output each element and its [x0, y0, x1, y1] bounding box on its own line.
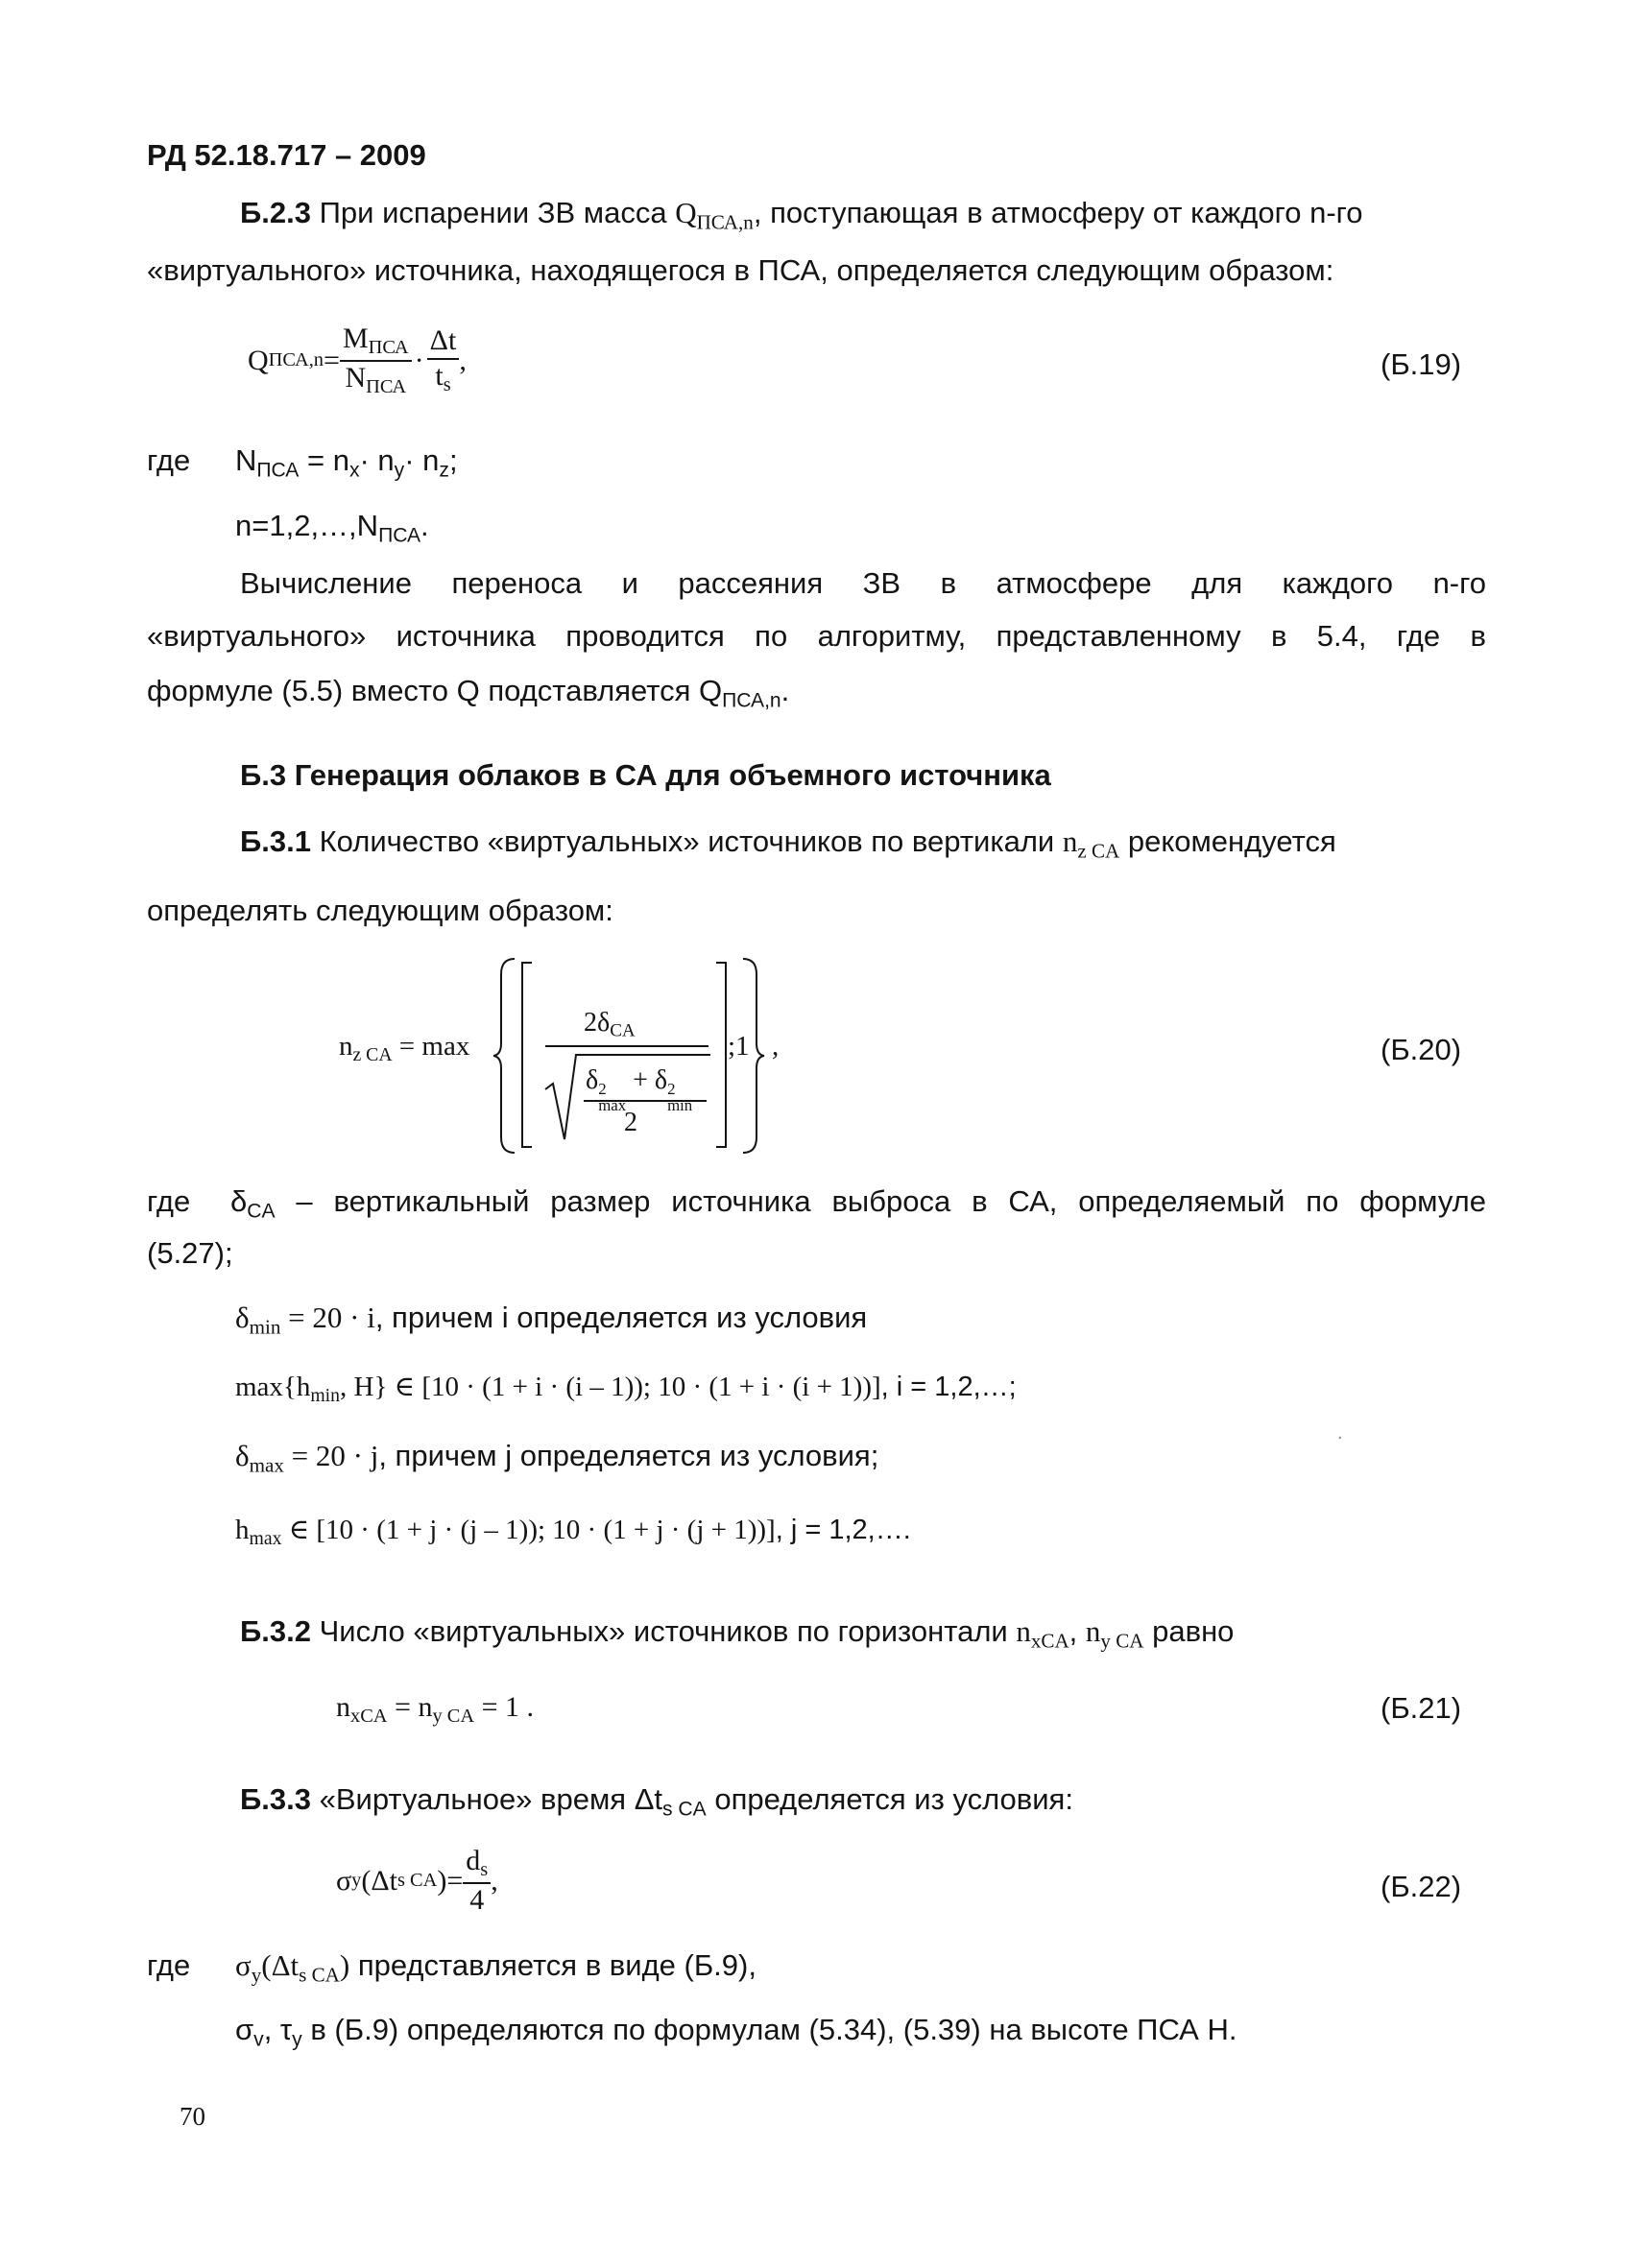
- section-number: Б.3.2: [240, 1614, 311, 1648]
- equation-label-b19: (Б.19): [1381, 347, 1462, 381]
- equation-b20-numerator: $2\delta_{CA}$: [584, 1008, 636, 1041]
- section-number: Б.3.1: [240, 824, 311, 858]
- equation-b22: σ y (Δt s CA ) = $\frac{d_s}{4}$ ,: [336, 1845, 498, 1916]
- paragraph-transfer-line1: Вычисление переноса и рассеяния ЗВ в атмосфере для каждого n-го: [240, 566, 1486, 600]
- equation-b20-radicand-denominator: 2: [624, 1108, 637, 1137]
- paragraph-b23-line1: Б.2.3 При испарении ЗВ масса $Q_{ПСА,n}$, поступающая в атмосферу от каждого n-го: [240, 196, 1363, 234]
- paragraph-b33: Б.3.3 «Виртуальное» время $\Delta t_{s CA}$ определяется из условия:: [240, 1782, 1073, 1821]
- section-number: Б.3.3: [240, 1782, 311, 1816]
- n-range: $n=1,2,\dots,N_{ПСА}$.: [235, 509, 429, 547]
- equation-b20-tail: ;1: [728, 1031, 750, 1062]
- sigma-y-note: $\sigma_y(\Delta t_{s CA})$ представляется в виде (Б.9),: [235, 1948, 756, 1987]
- where-label: где: [147, 443, 191, 477]
- document-id: РД 52.18.717 – 2009: [147, 138, 426, 172]
- paragraph-transfer-line2: «виртуального» источника проводится по алгоритму, представленному в 5.4, где в: [147, 619, 1486, 653]
- delta-max-range: $h_{max}$ ∈ [10 · (1 + j · (j – 1)); 10 · (1 + j · (j + 1))], j = 1,2,….: [235, 1515, 911, 1549]
- paragraph-b32: Б.3.2 Число «виртуальных» источников по горизонтали $n_{xCA}$, $n_{y CA}$ равно: [240, 1614, 1235, 1653]
- delta-max-condition: $\delta_{max} = 20 \cdot j$, причем j определяется из условия;: [235, 1439, 879, 1477]
- delta-min-range: $\max\{h_{min}$, H} ∈ [10 · (1 + i · (i – 1)); 10 · (1 + i · (i + 1))], i = 1,2,…;: [235, 1372, 1017, 1406]
- paragraph-b23-line2: «виртуального» источника, находящегося в ПСА, определяется следующим образом:: [147, 253, 1334, 287]
- delta-min-condition: $\delta_{min} = 20 \cdot i$, причем i определяется из условия: [235, 1301, 868, 1339]
- fraction-ds-over-4: $\frac{d_s}{4}$: [463, 1845, 491, 1917]
- equation-b19: Q ПСА,n = $\frac{M_{ПСА}}{N_{ПСА}}$ · $\frac{\Delta t}{t_s}$ ,: [248, 322, 467, 397]
- equation-b21: $n_{xCA} = n_{y CA} = 1$ .: [336, 1691, 534, 1728]
- equation-label-b20: (Б.20): [1381, 1033, 1462, 1066]
- fraction-m-over-n: $\frac{M_{ПСА}}{N_{ПСА}}$: [340, 322, 412, 398]
- delta-ca-definition-cont: (5.27);: [147, 1236, 233, 1270]
- where-label: где: [147, 1184, 191, 1218]
- equation-b20-comma: ,: [772, 1031, 780, 1062]
- paragraph-transfer-line3: формуле (5.5) вместо Q подставляется $Q_{ПСА,n}$.: [147, 674, 790, 712]
- where-label: где: [147, 1948, 191, 1982]
- fraction-dt-over-ts: $\frac{\Delta t}{t_s}$: [427, 324, 460, 396]
- scan-dot-mark: .: [1337, 1422, 1343, 1444]
- equation-label-b21: (Б.21): [1381, 1691, 1462, 1725]
- sigma-tau-note: $\sigma_v$, $\tau_y$ в (Б.9) определяются по формулам (5.34), (5.39) на высоте ПСА H.: [235, 2013, 1237, 2051]
- equation-b20-lhs: $n_{z CA} = \max$: [339, 1031, 470, 1065]
- paragraph-b31-line1: Б.3.1 Количество «виртуальных» источников по вертикали $n_{z CA}$ рекомендуется: [240, 824, 1336, 863]
- section-number: Б.2.3: [240, 196, 311, 229]
- equation-label-b22: (Б.22): [1381, 1870, 1462, 1903]
- paragraph-b31-line2: определять следующим образом:: [147, 894, 613, 927]
- section-heading-b3: Б.3 Генерация облаков в СА для объемного источника: [240, 758, 1051, 792]
- equation-b20-radicand: δ 2 max + δ 2 min: [586, 1065, 693, 1114]
- page-number: 70: [180, 2102, 205, 2131]
- npsa-definition: $N_{ПСА} = n_x\cdot n_y\cdot n_z$;: [235, 443, 458, 482]
- delta-ca-definition: $\delta_{CA}$ – вертикальный размер источника выброса в СА, определяемый по формуле: [230, 1184, 1486, 1223]
